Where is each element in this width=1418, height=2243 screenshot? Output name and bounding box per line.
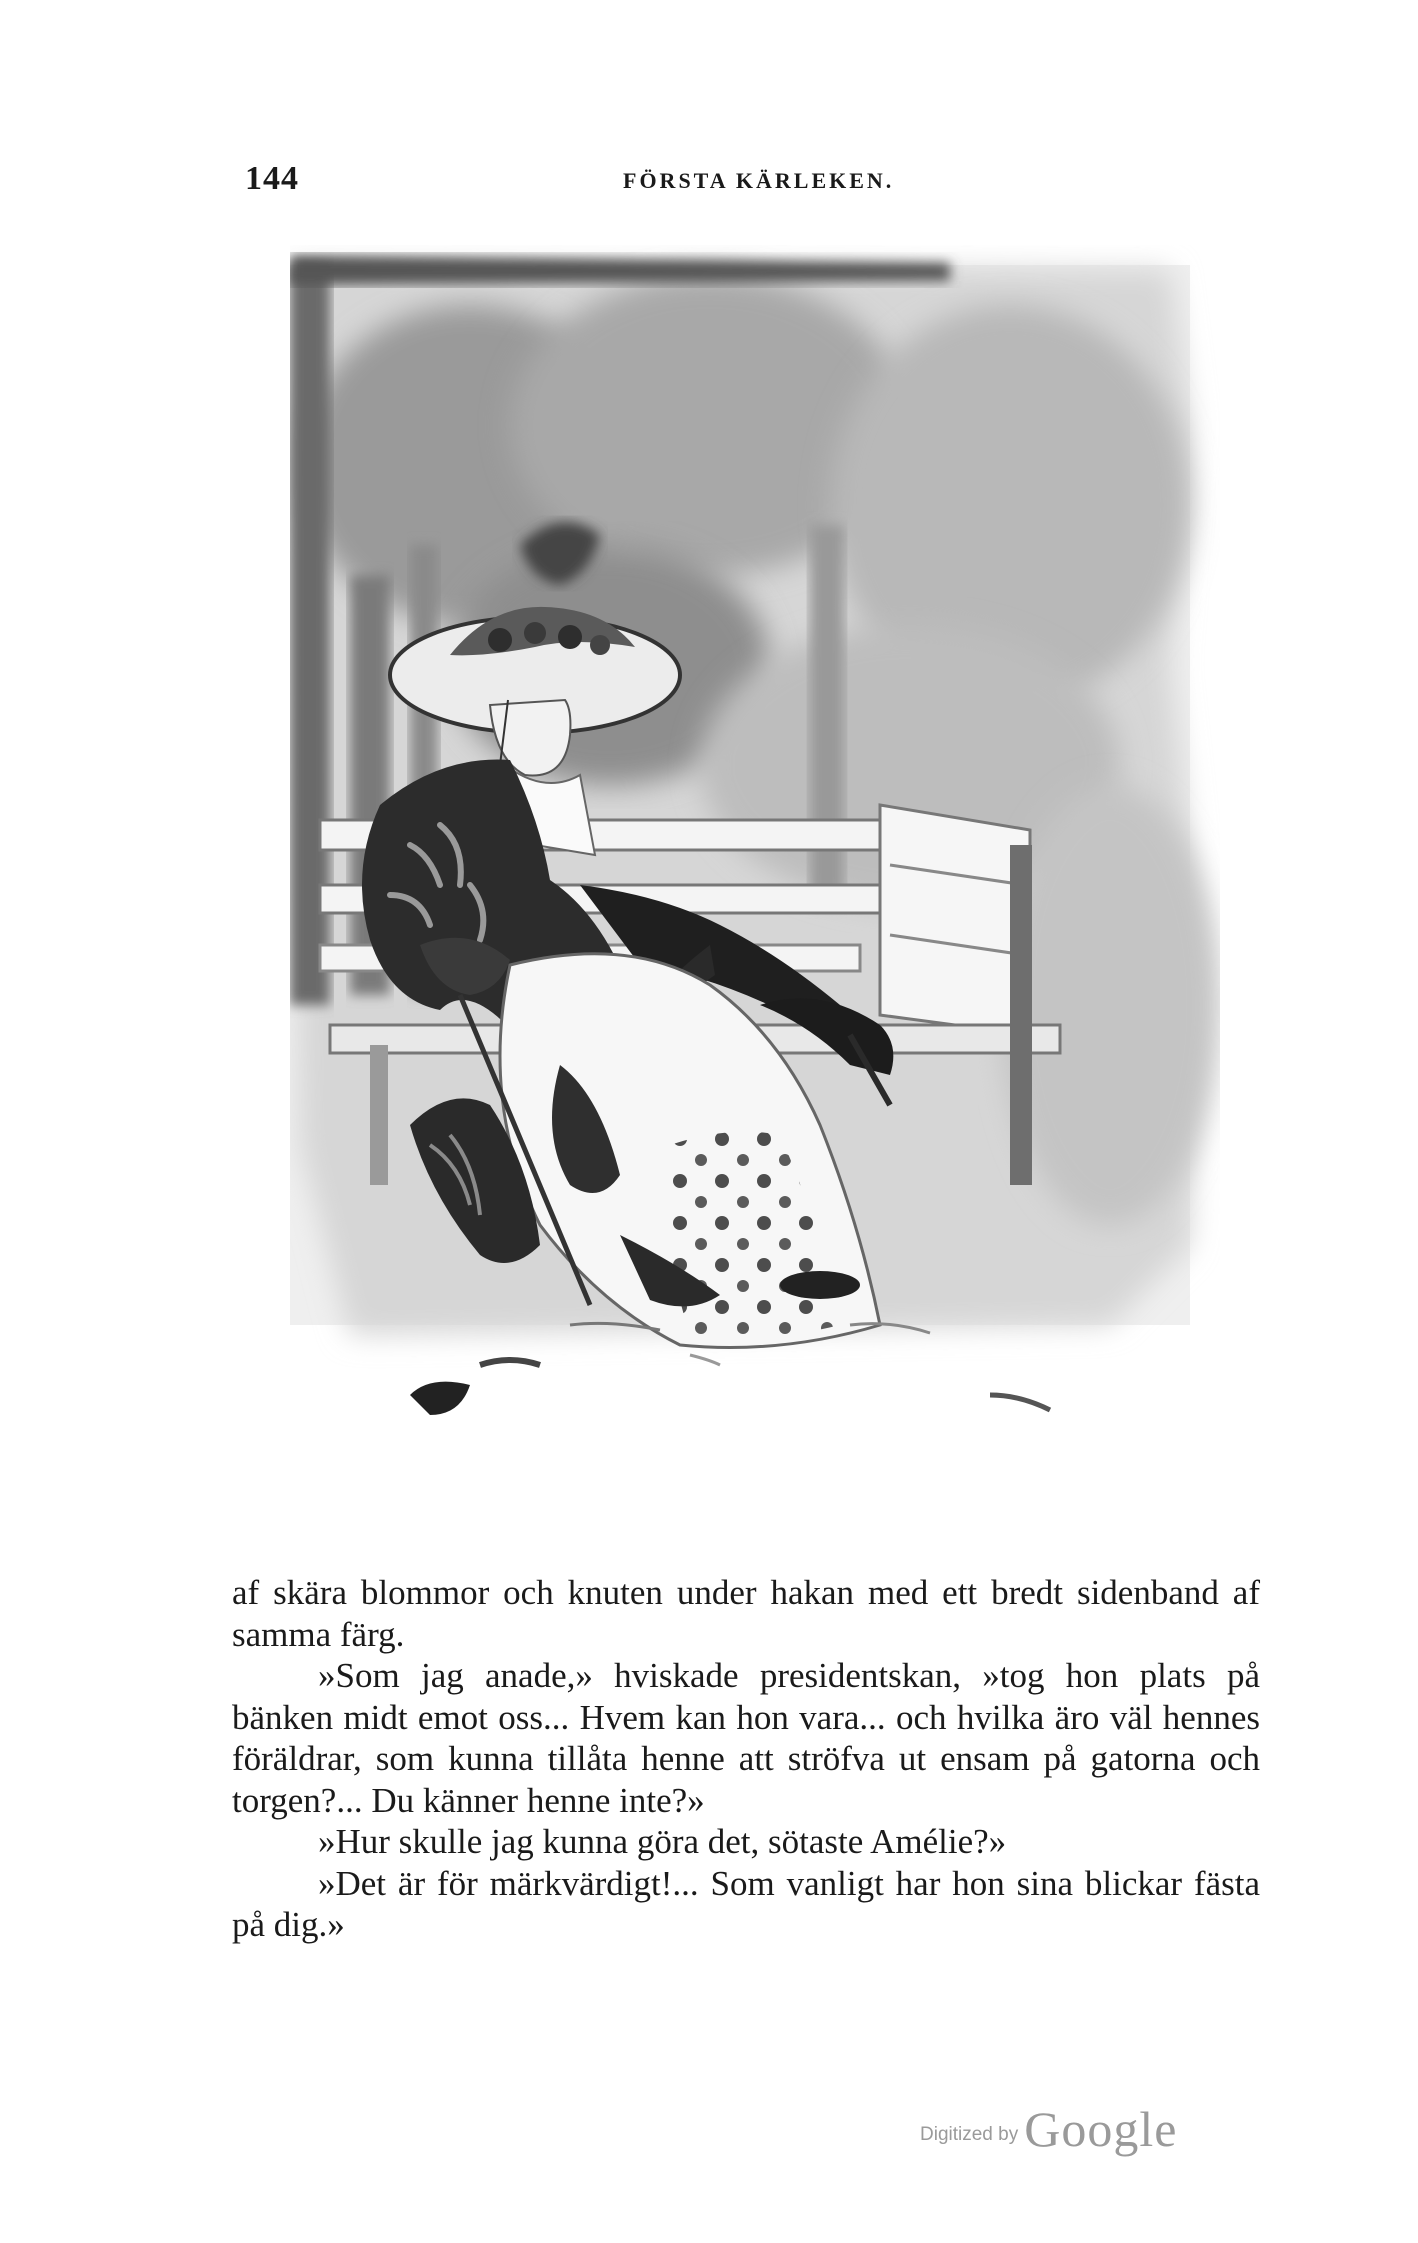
running-title: FÖRSTA KÄRLEKEN. bbox=[623, 168, 895, 193]
google-logo: Google bbox=[1024, 2101, 1178, 2157]
digitized-watermark bbox=[920, 2100, 1177, 2160]
body-text bbox=[232, 1572, 1260, 1946]
page-number: 144 bbox=[245, 160, 299, 197]
paragraph: »Det är för märkvärdigt!... Som vanligt har hon sina blickar fästa på dig.» bbox=[232, 1863, 1260, 1944]
paragraph: »Hur skulle jag kunna göra det, sötaste Amélie?» bbox=[318, 1822, 1007, 1861]
running-head bbox=[245, 160, 925, 200]
illustration-drawing bbox=[290, 245, 1220, 1545]
paragraph: af skära blommor och knuten under hakan med ett bredt sidenband af samma färg. bbox=[232, 1573, 1260, 1654]
illustration-seated-woman bbox=[290, 245, 1220, 1545]
watermark-prefix: Digitized by bbox=[920, 2124, 1019, 2145]
paragraph: »Som jag anade,» hviskade presidentskan, »tog hon plats på bänken midt emot oss... Hvem kan hon vara... och hvilka äro väl hennes föräldrar, som kunna tillåta henne att ströfva ut ensam på gatorna och torgen?... Du känner henne inte?» bbox=[232, 1656, 1260, 1820]
